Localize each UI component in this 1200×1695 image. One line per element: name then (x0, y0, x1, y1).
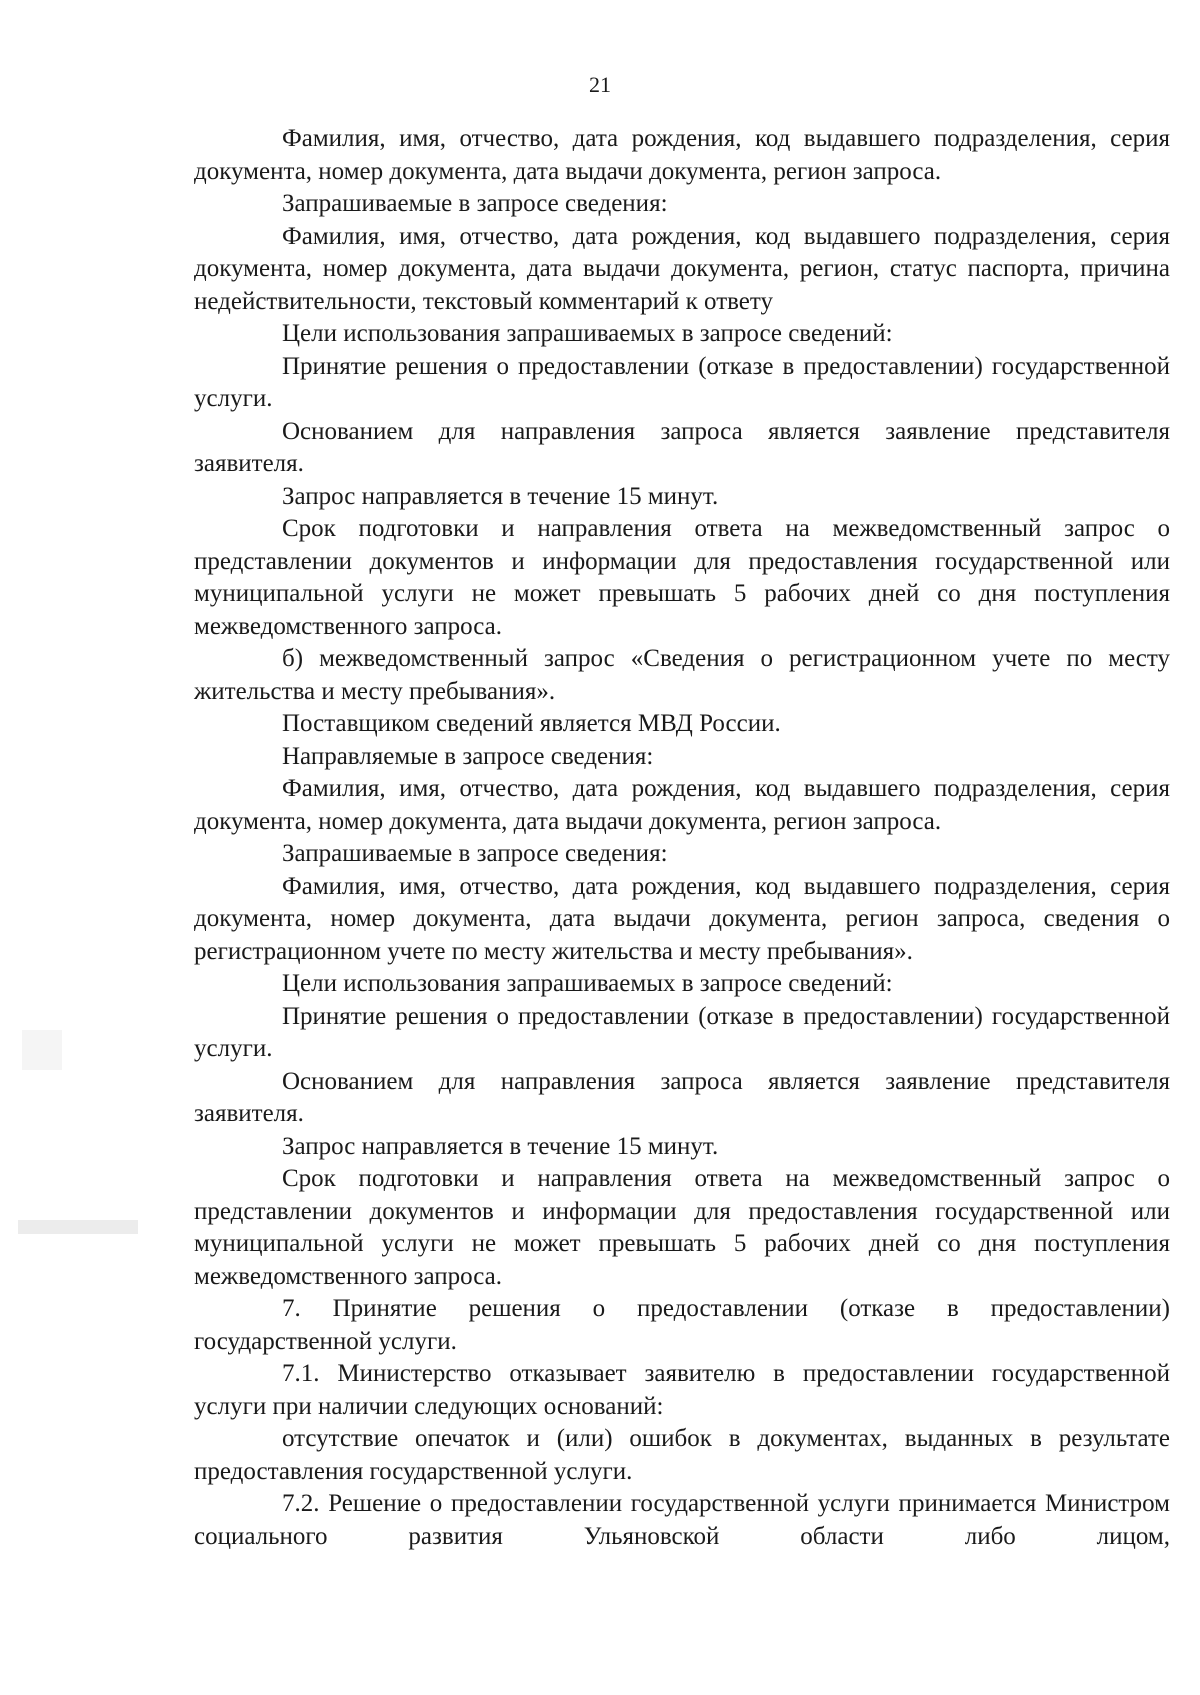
scan-artifact (22, 1030, 62, 1070)
paragraph: Цели использования запрашиваемых в запросе сведений: (282, 320, 893, 347)
paragraph: Цели использования запрашиваемых в запросе сведений: (282, 970, 893, 997)
paragraph: Срок подготовки и направления ответа на межведомственный запрос о представлении документов и информации для предоставления государственной или муниципальной услуги не может превышать 5 рабочих дней со дня поступления межведомственного запроса. (194, 1165, 1170, 1290)
page-number: 21 (589, 72, 611, 97)
paragraph: Запрашиваемые в запросе сведения: (282, 190, 668, 217)
paragraph: Принятие решения о предоставлении (отказе в предоставлении) государственной услуги. (194, 352, 1170, 412)
document-body (194, 123, 1170, 1553)
paragraph: Срок подготовки и направления ответа на межведомственный запрос о представлении документов и информации для предоставления государственной или муниципальной услуги не может превышать 5 рабочих дней со дня поступления межведомственного запроса. (194, 515, 1170, 640)
paragraph: 7.1. Министерство отказывает заявителю в предоставлении государственной услуги при наличии следующих оснований: (194, 1360, 1170, 1420)
paragraph: отсутствие опечаток и (или) ошибок в документах, выданных в результате предоставления государственной услуги. (194, 1425, 1170, 1485)
paragraph: Фамилия, имя, отчество, дата рождения, код выдавшего подразделения, серия документа, номер документа, дата выдачи документа, регион, статус паспорта, причина недействительности, текстовый комментарий к ответу (194, 222, 1170, 315)
paragraph: 7.2. Решение о предоставлении государственной услуги принимается Министром социального развития Ульяновской области либо лицом, (194, 1490, 1170, 1550)
paragraph: Фамилия, имя, отчество, дата рождения, код выдавшего подразделения, серия документа, номер документа, дата выдачи документа, регион запроса, сведения о регистрационном учете по месту жительства и месту пребывания». (194, 872, 1170, 965)
paragraph: Поставщиком сведений является МВД России. (282, 710, 781, 737)
paragraph: 7. Принятие решения о предоставлении (отказе в предоставлении) государственной услуги. (194, 1295, 1170, 1355)
scan-artifact (18, 1220, 138, 1234)
paragraph: Запрос направляется в течение 15 минут. (282, 482, 719, 510)
paragraph: Направляемые в запросе сведения: (282, 742, 654, 770)
paragraph: Принятие решения о предоставлении (отказе в предоставлении) государственной услуги. (194, 1002, 1170, 1062)
paragraph: б) межведомственный запрос «Сведения о регистрационном учете по месту жительства и месту пребывания». (194, 645, 1170, 705)
paragraph: Основанием для направления запроса является заявление представителя заявителя. (194, 417, 1170, 477)
paragraph: Основанием для направления запроса является заявление представителя заявителя. (194, 1067, 1170, 1127)
paragraph: Запрашиваемые в запросе сведения: (282, 840, 668, 867)
paragraph: Запрос направляется в течение 15 минут. (282, 1132, 719, 1160)
paragraph: Фамилия, имя, отчество, дата рождения, код выдавшего подразделения, серия документа, номер документа, дата выдачи документа, регион запроса. (194, 125, 1170, 185)
paragraph: Фамилия, имя, отчество, дата рождения, код выдавшего подразделения, серия документа, номер документа, дата выдачи документа, регион запроса. (194, 775, 1170, 835)
